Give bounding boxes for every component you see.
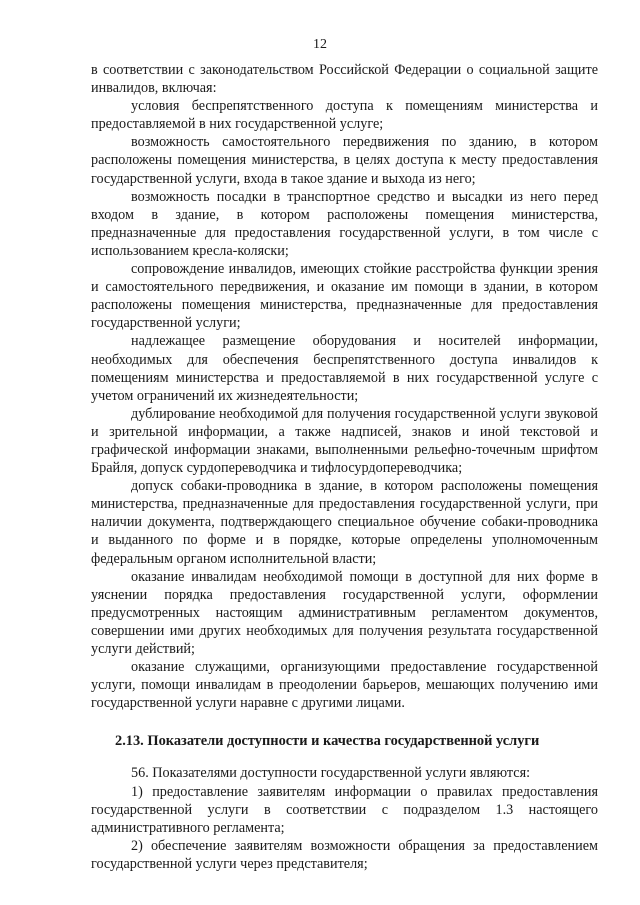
section-heading: 2.13. Показатели доступности и качества государственной услуги: [115, 733, 540, 750]
page-number: 12: [313, 37, 327, 52]
paragraph: 1) предоставление заявителям информации о правилах предоставления государственной услуги в соответствии с подразделом 1.3 настоящего административного регламента;: [91, 783, 598, 836]
paragraph: допуск собаки-проводника в здание, в котором расположены помещения министерства, предназначенные для предоставления государственной услуги, при наличии документа, подтверждающего специальное обучение собаки-проводника и выданного по форме и в порядке, которые определены уполномоченным федеральным органом исполнительной власти;: [91, 478, 598, 567]
paragraph: возможность посадки в транспортное средство и высадки из него перед входом в здание, в котором расположены помещения министерства, предназначенные для предоставления государственной услуги, в том числе с использованием кресла-коляски;: [91, 188, 598, 259]
paragraph: оказание инвалидам необходимой помощи в доступной для них форме в уяснении порядка предоставления государственной услуги, оформлении предусмотренных настоящим административным регламентом документов, совершении ими других необходимых для получения результата государственной услуги действий;: [91, 568, 598, 657]
paragraph: в соответствии с законодательством Российской Федерации о социальной защите инвалидов, включая:: [91, 62, 598, 97]
paragraph: надлежащее размещение оборудования и носителей информации, необходимых для обеспечения беспрепятственного доступа инвалидов к помещениям министерства и предоставляемой в них государственной услуге с учетом ограничений их жизнедеятельности;: [91, 333, 598, 404]
paragraph: дублирование необходимой для получения государственной услуги звуковой и зрительной информации, а также надписей, знаков и иной текстовой и графической информации знаками, выполненными рельефно-точечным шрифтом Брайля, допуск сурдопереводчика и тифлосурдопереводчика;: [91, 405, 598, 477]
paragraph: 56. Показателями доступности государственной услуги являются:: [131, 765, 531, 782]
paragraph: оказание служащими, организующими предоставление государственной услуги, помощи инвалидам в преодолении барьеров, мешающих получению ими государственной услуги наравне с другими лицами.: [91, 659, 598, 712]
paragraph: возможность самостоятельного передвижения по зданию, в котором расположены помещения министерства, в целях доступа к месту предоставления государственной услуги, входа в такое здание и выхода из него;: [91, 134, 598, 187]
paragraph: 2) обеспечение заявителям возможности обращения за предоставлением государственной услуги через представителя;: [91, 837, 598, 872]
document-body: [91, 61, 598, 873]
paragraph: сопровождение инвалидов, имеющих стойкие расстройства функции зрения и самостоятельного передвижения, и оказание им помощи в здании, в котором расположены помещения министерства, предназначенные для предоставления государственной услуги;: [91, 261, 598, 332]
paragraph: условия беспрепятственного доступа к помещениям министерства и предоставляемой в них государственной услуге;: [91, 98, 598, 133]
